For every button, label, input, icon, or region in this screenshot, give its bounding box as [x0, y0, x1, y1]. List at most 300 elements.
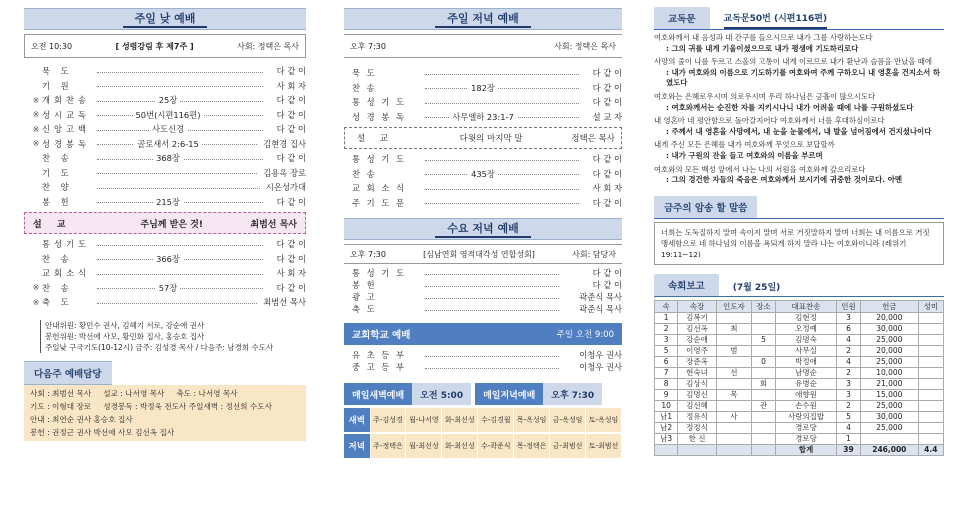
- eve-row: [344, 434, 622, 458]
- order-item: [30, 137, 306, 152]
- dot-leader: [425, 356, 559, 357]
- eve-leader: 금-최범선: [550, 434, 586, 458]
- order-item: [30, 195, 306, 210]
- report-cell: [716, 312, 751, 323]
- marker: ※: [32, 110, 40, 120]
- report-cell: 사랑의집밥: [776, 411, 837, 422]
- evening-info-line: [344, 34, 622, 58]
- congregation-text: 그의 경건한 자들의 죽음은 여호와께서 보시기에 귀중한 것이로다. 아멘: [671, 175, 902, 185]
- sunday-event: [ 성령강림 후 제7주 ]: [115, 41, 194, 51]
- order-label: 성시교독: [42, 109, 91, 120]
- order-item: [30, 93, 306, 108]
- report-cell: [918, 411, 943, 422]
- report-cell: 남3: [655, 433, 678, 444]
- report-cell: 3: [836, 312, 860, 323]
- order-right: 이청우 권사: [562, 361, 622, 373]
- order-right: 시온성가대: [263, 181, 306, 193]
- report-cell: [716, 422, 751, 433]
- order-label: 교 회 소 식: [352, 183, 406, 194]
- report-cell: [918, 345, 943, 356]
- order-right: 다 같 이: [562, 279, 622, 291]
- congregation-line: : 여호와께서는 순진한 자를 지키시나니 내가 어려울 때에 나를 구원하셨도다: [666, 102, 914, 112]
- report-row: [655, 367, 944, 378]
- report-cell: 10: [655, 400, 678, 411]
- report-total-cell: [655, 444, 678, 455]
- order-detail: 182장: [468, 83, 498, 93]
- sunday-service-column: [24, 8, 306, 441]
- dot-leader: [425, 88, 579, 89]
- next-duty-section: [24, 361, 306, 441]
- report-cell: [752, 312, 776, 323]
- leader-line: 여호와의 모든 백성 앞에서 나는 나의 서원을 여호와께 갚으리로다: [654, 164, 866, 174]
- report-row: [655, 400, 944, 411]
- order-right: 김현경 집사: [260, 138, 306, 150]
- report-cell: 9: [655, 389, 678, 400]
- order-item: [30, 64, 306, 79]
- report-cell: [918, 400, 943, 411]
- dot-leader: [97, 159, 263, 160]
- report-cell: [918, 389, 943, 400]
- order-right: 다 같 이: [266, 238, 306, 250]
- order-right: 다 같 이: [266, 65, 306, 77]
- order-label: 주 기 도 문: [352, 197, 406, 208]
- prayer-schedule-table: [344, 408, 622, 458]
- order-label: 묵 도: [42, 66, 73, 77]
- evening-sermon-preacher: 정택은 목사: [571, 134, 615, 144]
- wednesday-time: 오후 7:30: [350, 249, 386, 259]
- report-cell: 사: [716, 411, 751, 422]
- report-cell: 2: [836, 345, 860, 356]
- right-column: [654, 8, 944, 456]
- dot-leader: [97, 303, 257, 304]
- report-total-cell: [678, 444, 716, 455]
- order-item: [30, 180, 306, 195]
- report-cell: 사무실: [776, 345, 837, 356]
- school-title: 교회학교 예배: [352, 330, 411, 341]
- report-col-header: 대표찬송: [776, 300, 837, 312]
- order-item: [344, 110, 622, 125]
- report-cell: 선: [716, 367, 751, 378]
- dot-leader: [425, 189, 579, 190]
- report-row: [655, 334, 944, 345]
- next-duty-title: 다음주 예배담당: [24, 361, 112, 385]
- wednesday-info-line: [344, 244, 622, 264]
- congregation-text: 내가 구원의 잔을 들고 여호와의 이름을 부르며: [671, 150, 823, 160]
- order-right: 다 같 이: [266, 253, 306, 265]
- report-cell: 20,000: [860, 345, 918, 356]
- verse-title: 금주의 암송 할 말씀: [654, 196, 757, 218]
- leader-line: 내게 주신 모든 은혜를 내가 여호와께 무엇으로 보답할까: [654, 140, 835, 150]
- report-col-header: 장소: [752, 300, 776, 312]
- report-cell: 경로당: [776, 422, 837, 433]
- order-label: 신앙고백: [42, 124, 91, 135]
- order-label: 봉 헌: [352, 280, 377, 290]
- report-row: [655, 422, 944, 433]
- sermon-title: 주님께 받은 것!: [140, 219, 203, 230]
- order-detail: 215장: [153, 197, 183, 207]
- order-item: [344, 95, 622, 110]
- order-right: 사 회 자: [266, 267, 306, 279]
- dawn-leader: 금-옥성임: [550, 408, 586, 432]
- evening-sermon: [344, 127, 622, 149]
- school-order-list: [344, 349, 622, 373]
- order-item: [30, 108, 306, 123]
- report-total-row: [655, 444, 944, 455]
- marker: ※: [32, 297, 40, 307]
- order-right: 곽준식 목사: [562, 291, 622, 303]
- order-detail: 25장: [156, 95, 181, 105]
- dawn-leader: 토-옥성임: [586, 408, 622, 432]
- order-detail: 골로새서 2:6-15: [134, 139, 202, 149]
- dot-leader: [425, 174, 579, 175]
- school-header: [344, 323, 622, 345]
- order-right: 다 같 이: [266, 152, 306, 164]
- report-cell: 6: [836, 323, 860, 334]
- report-cell: 30,000: [860, 411, 918, 422]
- order-item: [344, 66, 622, 81]
- order-label: 기 원: [42, 80, 73, 91]
- report-cell: 김명숙: [776, 334, 837, 345]
- dot-leader: [425, 274, 559, 275]
- order-right: 다 같 이: [582, 82, 622, 94]
- order-item: [344, 349, 622, 361]
- report-cell: [860, 433, 918, 444]
- note-line: 봉헌위원: 박선애 사모, 황민화 집사, 홍승호 집사: [40, 331, 306, 342]
- order-detail: 50번(시편116편): [133, 110, 204, 120]
- responsive-title: 교독문: [654, 7, 710, 29]
- wednesday-order-list: [344, 267, 622, 315]
- dawn-time: 오전 5:00: [412, 383, 471, 405]
- evening-service-header: [344, 8, 622, 30]
- report-cell: 8: [655, 378, 678, 389]
- order-label: 성 경 봉 독: [352, 111, 406, 122]
- report-cell: [918, 378, 943, 389]
- order-item: [30, 151, 306, 166]
- report-cell: 6: [655, 356, 678, 367]
- order-label: 광 고: [352, 292, 377, 302]
- report-cell: 4: [836, 422, 860, 433]
- report-cell: 25,000: [860, 400, 918, 411]
- congregation-text: 주께서 내 영혼을 사망에서, 내 눈을 눈물에서, 내 발을 넘어짐에서 건지셨나이다: [671, 126, 932, 136]
- order-label: 교회소식: [42, 268, 91, 279]
- order-item: [344, 303, 622, 315]
- order-right: 다 같 이: [266, 123, 306, 135]
- leader-line: 사망의 줄이 나를 두르고 스올의 고통이 내게 이르므로 내가 환난과 슬픔을 만났을 때에: [654, 57, 933, 67]
- order-label: 찬 양: [42, 182, 73, 193]
- evening-service-column: [344, 8, 622, 458]
- dot-leader: [425, 368, 559, 369]
- report-cell: [716, 356, 751, 367]
- dot-leader: [425, 286, 559, 287]
- order-item: [344, 279, 622, 291]
- wednesday-presider: 사회: 담당자: [572, 249, 616, 259]
- evening-order-list-2: [344, 152, 622, 210]
- dot-leader: [425, 74, 579, 75]
- report-row: [655, 345, 944, 356]
- dot-leader: [97, 188, 260, 189]
- order-label: 통성기도: [42, 239, 91, 250]
- dot-leader: [97, 274, 263, 275]
- order-label: 통 성 기 도: [352, 154, 406, 165]
- duty-line: 사회 : 최범선 목사 설교 : 나서영 목사 축도 : 나서영 목사: [30, 388, 238, 398]
- report-cell: 경로당: [776, 433, 837, 444]
- report-cell: [918, 312, 943, 323]
- report-cell: 25,000: [860, 334, 918, 345]
- report-row: [655, 312, 944, 323]
- report-cell: 5: [752, 334, 776, 345]
- report-total-cell: 39: [836, 444, 860, 455]
- report-cell: [918, 356, 943, 367]
- order-label: 축 도: [42, 297, 73, 308]
- order-label: 기 도: [42, 167, 73, 178]
- report-cell: 강순애: [678, 334, 716, 345]
- report-cell: 3: [655, 334, 678, 345]
- order-detail: 366장: [153, 254, 183, 264]
- report-cell: [716, 400, 751, 411]
- order-right: 다 같 이: [266, 196, 306, 208]
- report-col-header: 인도자: [716, 300, 751, 312]
- order-item: [30, 295, 306, 310]
- order-label: 개회찬송: [42, 95, 91, 106]
- sunday-service-title: 주일 낮 예배: [123, 10, 208, 28]
- report-cell: 박정애: [776, 356, 837, 367]
- order-label: 찬 송: [42, 253, 73, 264]
- report-cell: 7: [655, 367, 678, 378]
- order-right: 최범선 목사: [260, 296, 306, 308]
- order-right: 이청우 권사: [562, 349, 622, 361]
- sermon-label: 설 교: [33, 219, 72, 230]
- report-cell: [752, 411, 776, 422]
- report-body: [655, 312, 944, 455]
- report-row: [655, 323, 944, 334]
- order-right: 다 같 이: [582, 153, 622, 165]
- report-cell: 김현정: [776, 312, 837, 323]
- order-label: 찬 송: [42, 153, 73, 164]
- order-item: [344, 81, 622, 96]
- order-right: 다 같 이: [266, 109, 306, 121]
- report-cell: 김상식: [678, 378, 716, 389]
- order-detail: 368장: [153, 153, 183, 163]
- order-right: 다 같 이: [582, 67, 622, 79]
- report-total-cell: 4.4: [918, 444, 943, 455]
- order-item: [30, 122, 306, 137]
- report-cell: 2: [836, 367, 860, 378]
- report-cell: 20,000: [860, 312, 918, 323]
- order-detail: 435장: [468, 169, 498, 179]
- order-item: [30, 237, 306, 252]
- report-cell: [716, 334, 751, 345]
- congregation-line: : 그의 귀를 내게 기울이셨으므로 내가 평생에 기도하리로다: [666, 43, 859, 53]
- sunday-notes: [24, 320, 306, 353]
- order-label: 유 초 등 부: [352, 350, 406, 360]
- report-cell: 15,000: [860, 389, 918, 400]
- responsive-sub: 교독문50번 (시편116편): [724, 11, 828, 29]
- report-header-row: [655, 300, 944, 312]
- report-cell: [918, 367, 943, 378]
- dot-leader: [97, 259, 263, 260]
- report-total-cell: [752, 444, 776, 455]
- report-date: (7월 25일): [732, 282, 781, 293]
- dot-leader: [97, 245, 263, 246]
- order-right: 다 같 이: [582, 197, 622, 209]
- report-cell: 4: [836, 334, 860, 345]
- congregation-line: : 그의 경건한 자들의 죽음은 여호와께서 보시기에 귀중한 것이로다. 아멘: [666, 175, 902, 185]
- report-cell: 1: [655, 312, 678, 323]
- report-col-header: 헌금: [860, 300, 918, 312]
- order-right: 김용옥 장로: [260, 167, 306, 179]
- congregation-text: 내가 여호와의 이름으로 기도하기를 여호와여 주께 구하오니 내 영혼을 건지소서 하였도다: [666, 67, 941, 88]
- marker: ※: [32, 139, 40, 149]
- dot-leader: [97, 288, 263, 289]
- duty-line: 안내 : 최연순 권사 홍승호 집사: [30, 414, 133, 424]
- order-item: [344, 167, 622, 182]
- evening-sermon-label: 설 교: [357, 134, 395, 144]
- report-cell: 한 신: [678, 433, 716, 444]
- eve-leader: 토-최범선: [586, 434, 622, 458]
- report-cell: 남2: [655, 422, 678, 433]
- dot-leader: [97, 101, 263, 102]
- sunday-order-list-2: [24, 237, 306, 310]
- report-row: [655, 411, 944, 422]
- dawn-leader: 화-최선성: [442, 408, 478, 432]
- report-cell: 현숙녀: [678, 367, 716, 378]
- duty-line: 봉헌 : 권정근 권사 박선애 사모 김선옥 집사: [30, 427, 175, 437]
- report-cell: 2: [836, 400, 860, 411]
- report-cell: 회: [752, 378, 776, 389]
- duty-line: 기도 : 이형대 장로 성경봉독 : 박정욱 전도사 주일새벽 : 정선희 수도사: [30, 401, 272, 411]
- sunday-service-header: [24, 8, 306, 30]
- dawn-row: [344, 408, 622, 432]
- report-cell: [716, 433, 751, 444]
- order-item: [30, 266, 306, 281]
- order-label: 중 고 등 부: [352, 362, 406, 372]
- report-cell: [752, 345, 776, 356]
- order-detail: 사도신경: [149, 124, 187, 134]
- dot-leader: [425, 160, 579, 161]
- verse-text: 너희는 도둑질하지 말며 속이지 말며 서로 거짓말하지 말며 너희는 내 이름으로 거짓 맹세함으로 네 하나님의 이름을 욕되게 하지 말라 나는 여호와이니라 (레위기 19:11~12): [654, 222, 944, 265]
- dot-leader: [97, 130, 263, 131]
- leader-line: 여호와께서 내 음성과 내 간구를 들으시므로 내가 그를 사랑하는도다: [654, 33, 873, 42]
- order-label: 묵 도: [352, 68, 377, 79]
- report-cell: [918, 323, 943, 334]
- dot-leader: [425, 117, 579, 118]
- report-cell: 장준옥: [678, 356, 716, 367]
- report-cell: 3: [836, 378, 860, 389]
- marker: ※: [32, 283, 40, 293]
- order-item: [344, 267, 622, 279]
- report-table: [654, 300, 944, 456]
- report-cell: 25,000: [860, 422, 918, 433]
- report-col-header: 성미: [918, 300, 943, 312]
- order-item: [344, 291, 622, 303]
- eve-leader: 화-최선성: [442, 434, 478, 458]
- school-time: 주일 오전 9:00: [556, 330, 614, 340]
- report-header: [654, 275, 944, 297]
- report-cell: 3: [836, 389, 860, 400]
- evening-time: 오후 7:30: [350, 41, 386, 51]
- order-detail: 사무엘하 23:1-7: [449, 112, 517, 122]
- note-line: 주일낮 구국기도(10-12시) 금주: 김성경 목사 / 다음주: 남경희 수도사: [40, 342, 306, 353]
- report-cell: [918, 422, 943, 433]
- prayer-header: [344, 383, 622, 405]
- report-cell: [918, 433, 943, 444]
- dot-leader: [97, 173, 257, 174]
- report-cell: 유병순: [776, 378, 837, 389]
- report-total-cell: 합계: [776, 444, 837, 455]
- report-cell: 5: [655, 345, 678, 356]
- dot-leader: [425, 298, 559, 299]
- report-cell: 최: [716, 323, 751, 334]
- order-right: 다 같 이: [266, 282, 306, 294]
- dot-leader: [97, 202, 263, 203]
- dot-leader: [425, 203, 579, 204]
- report-cell: 10,000: [860, 367, 918, 378]
- dot-leader: [97, 72, 263, 73]
- report-row: [655, 389, 944, 400]
- sermon-preacher: 최범선 목사: [250, 219, 297, 230]
- wednesday-title: 수요 저녁 예배: [435, 220, 530, 238]
- report-cell: 애향원: [776, 389, 837, 400]
- report-cell: 2: [655, 323, 678, 334]
- report-cell: [716, 378, 751, 389]
- report-cell: 25,000: [860, 356, 918, 367]
- report-cell: [752, 367, 776, 378]
- report-col-header: 속장: [678, 300, 716, 312]
- eve-leader: 목-정택은: [514, 434, 550, 458]
- congregation-text: 그의 귀를 내게 기울이셨으므로 내가 평생에 기도하리로다: [671, 43, 859, 53]
- report-cell: 정정식: [678, 422, 716, 433]
- order-label: 성경봉독: [42, 138, 91, 149]
- order-item: [30, 252, 306, 267]
- order-label: 찬 송: [352, 82, 377, 93]
- order-label: 찬 송: [42, 282, 73, 293]
- evening-service-title: 주일 저녁 예배: [435, 10, 530, 28]
- sunday-order-list: [24, 64, 306, 209]
- marker: ※: [32, 124, 40, 134]
- next-duty-box: [24, 385, 306, 441]
- report-total-cell: [716, 444, 751, 455]
- order-right: 다 같 이: [582, 96, 622, 108]
- sunday-presider: 사회: 정택은 목사: [237, 41, 299, 51]
- order-item: [30, 166, 306, 181]
- order-right: 설 교 자: [582, 111, 622, 123]
- verse-header: [654, 196, 944, 219]
- dawn-label: 새벽: [344, 408, 370, 432]
- report-cell: [918, 334, 943, 345]
- responsive-reading: [654, 33, 944, 186]
- order-item: [344, 196, 622, 211]
- congregation-line: : 내가 여호와의 이름으로 기도하기를 여호와여 주께 구하오니 내 영혼을 건지소서 하였도다: [666, 67, 941, 88]
- report-cell: [752, 323, 776, 334]
- order-right: 사 회 자: [266, 80, 306, 92]
- report-col-header: 속: [655, 300, 678, 312]
- responsive-header: [654, 8, 944, 30]
- eve-leader: 수-곽준식: [478, 434, 514, 458]
- order-item: [344, 152, 622, 167]
- leader-line: 여호와는 은혜로우시며 의로우시며 우리 하나님은 긍휼이 많으시도다: [654, 91, 876, 101]
- dawn-leader: 목-옥성임: [514, 408, 550, 432]
- eve-leader: 주-정택은: [370, 434, 406, 458]
- report-cell: 남1: [655, 411, 678, 422]
- report-cell: 김명신: [678, 389, 716, 400]
- report-row: [655, 378, 944, 389]
- evening-presider: 사회: 정택은 목사: [554, 41, 616, 51]
- leader-line: 내 영혼아 네 평안함으로 돌아갈지어다 여호와께서 너를 후대하심이로다: [654, 116, 885, 126]
- report-cell: 관: [752, 400, 776, 411]
- dawn-leader: 월-나서영: [406, 408, 442, 432]
- dot-leader: [425, 310, 559, 311]
- order-label: 통 성 기 도: [352, 268, 406, 278]
